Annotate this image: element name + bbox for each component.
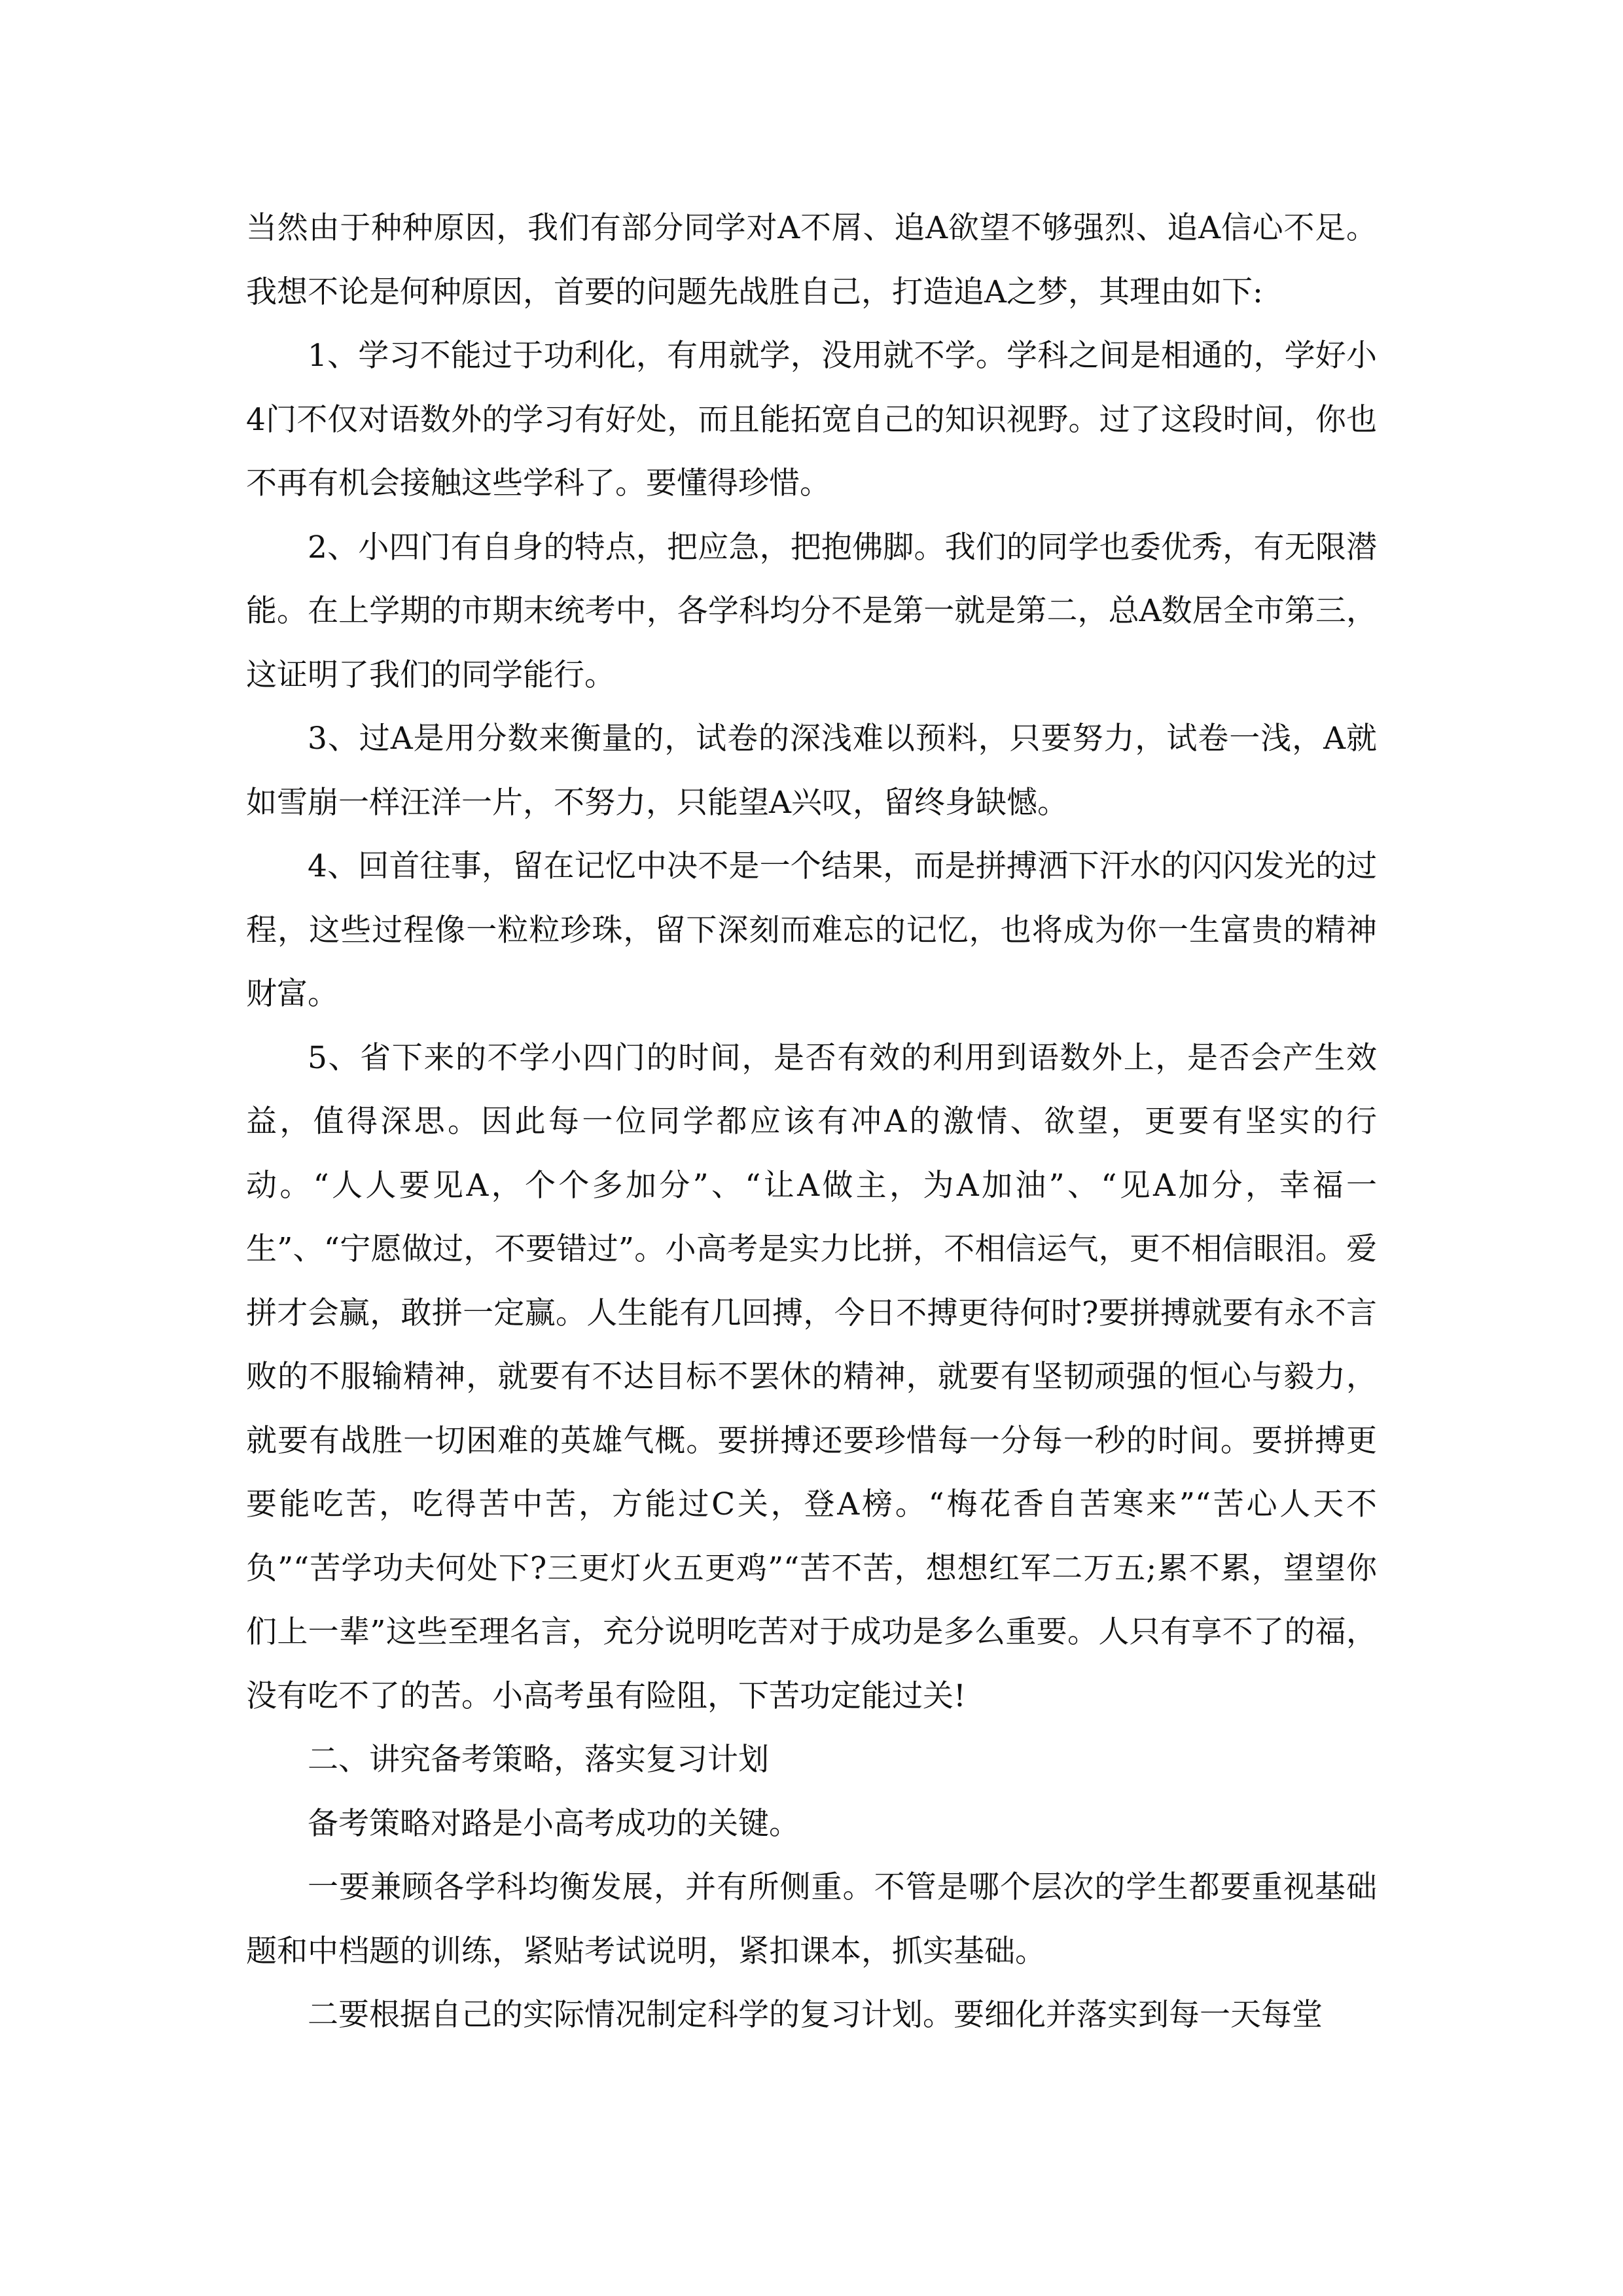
paragraph-intro: 当然由于种种原因，我们有部分同学对A不屑、追A欲望不够强烈、追A信心不足。我想不论是何种原因，首要的问题先战胜自己，打造追A之梦，其理由如下: — [246, 210, 1377, 310]
paragraph-reason-1: 1、学习不能过于功利化，有用就学，没用就不学。学科之间是相通的，学好小4门不仅对语数外的学习有好处，而且能拓宽自己的知识视野。过了这段时间，你也不再有机会接触这些学科了。要懂得珍惜。 — [246, 338, 1377, 501]
paragraph-strategy-2: 二要根据自己的实际情况制定科学的复习计划。要细化并落实到每一天每堂 — [308, 1997, 1323, 2033]
paragraph-reason-4: 4、回首往事，留在记忆中决不是一个结果，而是拼搏洒下汗水的闪闪发光的过程，这些过程像一粒粒珍珠，留下深刻而难忘的记忆，也将成为你一生富贵的精神财富。 — [246, 848, 1377, 1012]
document-body — [246, 196, 1377, 2047]
paragraph-strategy-key: 备考策略对路是小高考成功的关键。 — [308, 1805, 800, 1842]
paragraph-strategy-1: 一要兼顾各学科均衡发展，并有所侧重。不管是哪个层次的学生都要重视基础题和中档题的训练，紧贴考试说明，紧扣课本，抓实基础。 — [246, 1869, 1377, 1969]
section-heading-2: 二、讲究备考策略，落实复习计划 — [308, 1742, 769, 1778]
paragraph-reason-3: 3、过A是用分数来衡量的，试卷的深浅难以预料，只要努力，试卷一浅，A就如雪崩一样汪洋一片，不努力，只能望A兴叹，留终身缺憾。 — [246, 721, 1377, 821]
paragraph-reason-2: 2、小四门有自身的特点，把应急，把抱佛脚。我们的同学也委优秀，有无限潜能。在上学期的市期末统考中，各学科均分不是第一就是第二，总A数居全市第三，这证明了我们的同学能行。 — [246, 529, 1377, 693]
paragraph-reason-5: 5、省下来的不学小四门的时间，是否有效的利用到语数外上，是否会产生效益，值得深思。因此每一位同学都应该有冲A的激情、欲望，更要有坚实的行动。“人人要见A，个个多加分”、“让A做主，为A加油”、“见A加分，幸福一生”、“宁愿做过，不要错过”。小高考是实力比拼，不相信运气，更不相信眼泪。爱拼才会赢，敢拼一定赢。人生能有几回搏，今日不搏更待何时?要拼搏就要有永不言败的不服输精神，就要有不达目标不罢休的精神，就要有坚韧顽强的恒心与毅力，就要有战胜一切困难的英雄气概。要拼搏还要珍惜每一分每一秒的时间。要拼搏更要能吃苦，吃得苦中苦，方能过C关，登A榜。“梅花香自苦寒来”“苦心人天不负”“苦学功夫何处下?三更灯火五更鸡”“苦不苦，想想红军二万五;累不累，望望你们上一辈”这些至理名言，充分说明吃苦对于成功是多么重要。人只有享不了的福，没有吃不了的苦。小高考虽有险阻，下苦功定能过关! — [246, 1039, 1377, 1714]
